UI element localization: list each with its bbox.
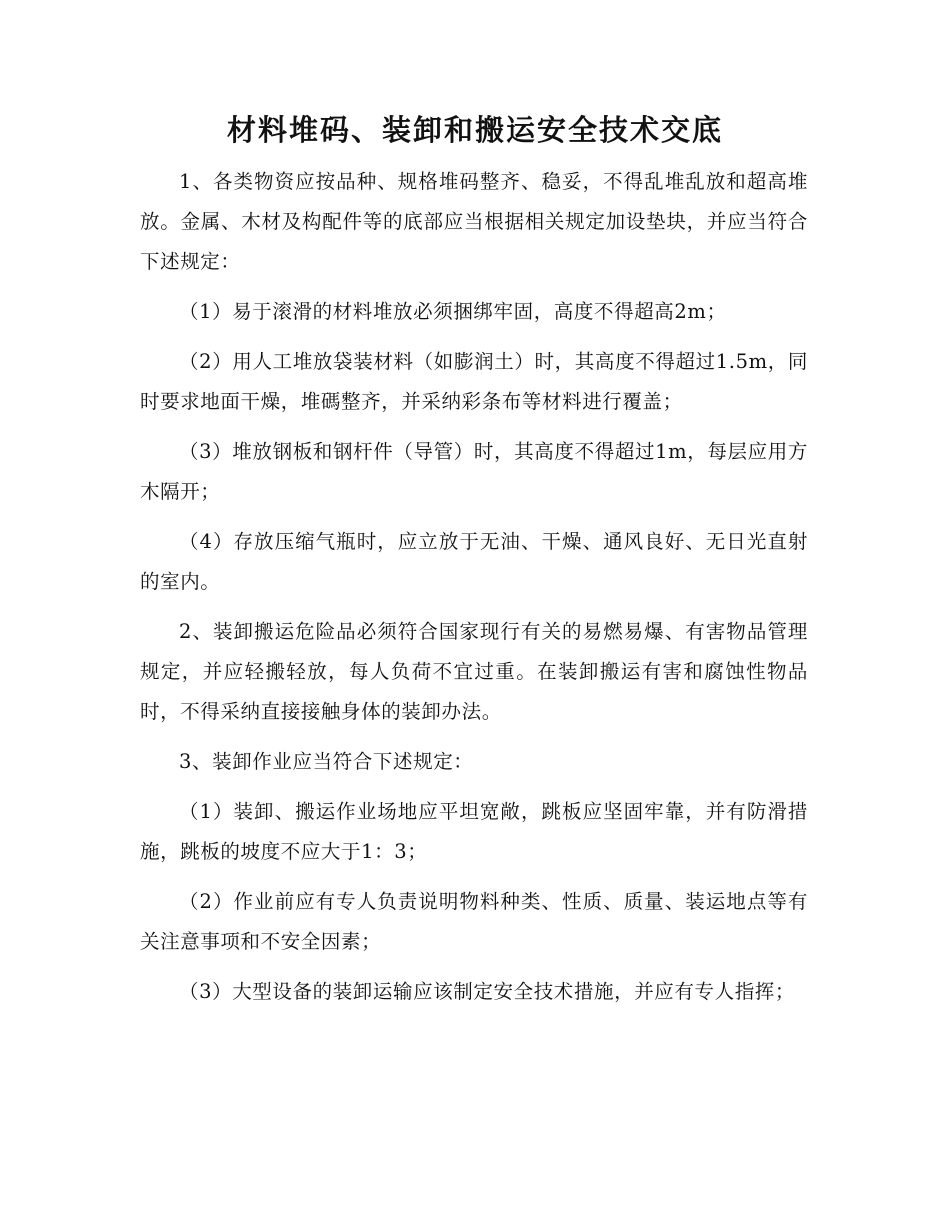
paragraph-1-3: （3）堆放钢板和钢杆件（导管）时，其高度不得超过1m，每层应用方木隔开； xyxy=(140,440,808,503)
paragraph-3-2: （2）作业前应有专人负责说明物料种类、性质、质量、装运地点等有关注意事项和不安全因素； xyxy=(140,890,808,953)
document-title: 材料堆码、装卸和搬运安全技术交底 xyxy=(226,113,723,147)
paragraph-2: 2、装卸搬运危险品必须符合国家现行有关的易燃易爆、有害物品管理规定，并应轻搬轻放，每人负荷不宜过重。在装卸搬运有害和腐蚀性物品时，不得采纳直接接触身体的装卸办法。 xyxy=(140,620,808,723)
paragraph-1-1: （1）易于滚滑的材料堆放必须捆绑牢固，高度不得超高2m； xyxy=(179,300,727,323)
paragraph-1-4: （4）存放压缩气瓶时，应立放于无油、干燥、通风良好、无日光直射的室内。 xyxy=(140,530,808,593)
document-body xyxy=(140,162,808,1022)
paragraph-1-2: （2）用人工堆放袋装材料（如膨润土）时，其高度不得超过1.5m，同时要求地面干燥，堆碼整齐，并采纳彩条布等材料进行覆盖； xyxy=(140,350,808,413)
paragraph-1: 1、各类物资应按品种、规格堆码整齐、稳妥，不得乱堆乱放和超高堆放。金属、木材及构配件等的底部应当根据相关规定加设垫块，并应当符合下述规定： xyxy=(140,170,808,273)
paragraph-3-3: （3）大型设备的装卸运输应该制定安全技术措施，并应有专人指挥； xyxy=(179,980,796,1003)
paragraph-3-1: （1）装卸、搬运作业场地应平坦宽敞，跳板应坚固牢靠，并有防滑措施，跳板的坡度不应大于1：3； xyxy=(140,800,808,863)
paragraph-3: 3、装卸作业应当符合下述规定： xyxy=(179,750,474,773)
